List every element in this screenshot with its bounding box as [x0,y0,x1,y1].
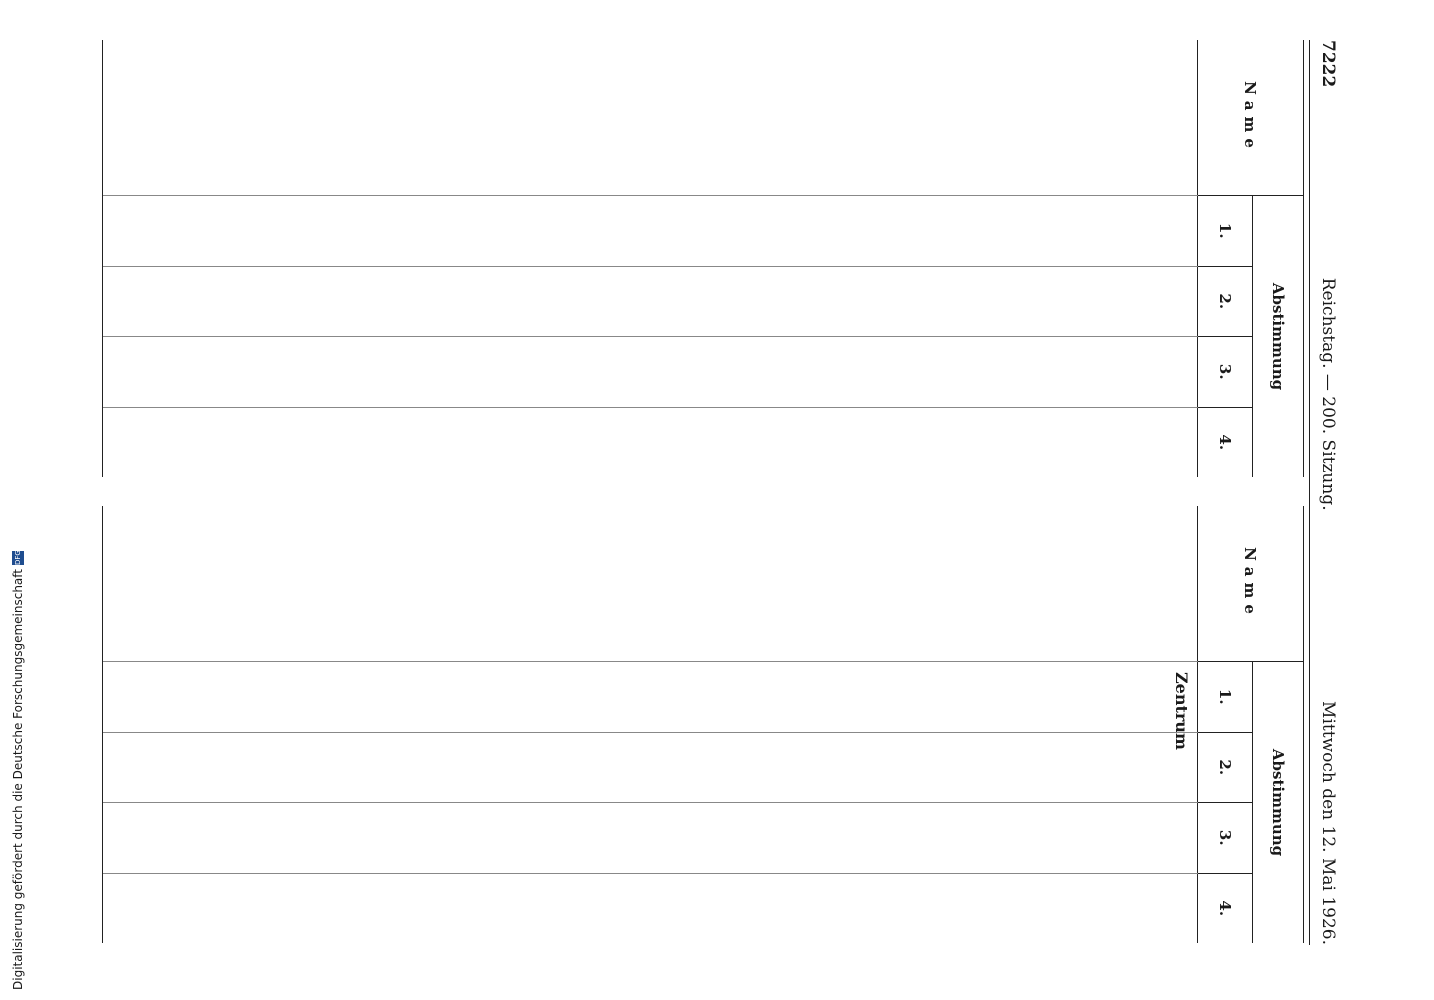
vote-column-3: 3. [1198,803,1252,874]
dfg-logo: DFG [14,550,22,565]
vote-table-right [102,506,1304,943]
digitization-text: Digitalisierung gefördert durch die Deutsche Forschungsgemeinschaft [11,568,25,990]
vote-column-headers [1198,196,1252,477]
vote-column-headers [1198,662,1252,943]
vote-column-2: 2. [1198,733,1252,804]
column-divider [103,802,1198,803]
name-column-header: Name [1198,506,1303,662]
running-head [1318,40,1338,945]
digitization-note [6,0,30,990]
column-divider [103,195,1198,196]
session-date: Mittwoch den 12. Mai 1926. [1318,701,1338,945]
vote-column-3: 3. [1198,337,1252,408]
column-divider [103,266,1198,267]
vote-column-1: 1. [1198,662,1252,733]
column-divider [103,732,1198,733]
column-divider [103,407,1198,408]
page-number: 7222 [1318,40,1338,88]
vote-group-header: Abstimmung [1252,662,1303,943]
vote-column-1: 1. [1198,196,1252,267]
header-rule [1309,40,1310,945]
vote-column-4: 4. [1216,900,1234,917]
column-divider [103,661,1198,662]
vote-column-2: 2. [1198,267,1252,338]
vote-table-left [102,40,1304,477]
name-column-header: Name [1198,40,1303,196]
table-header [1197,506,1303,943]
column-divider [103,873,1198,874]
session-title: Reichstag. — 200. Sitzung. [1318,277,1338,511]
vote-column-4: 4. [1216,434,1234,451]
column-divider [103,336,1198,337]
vote-group-header: Abstimmung [1252,196,1303,477]
party-label: Zentrum [1172,672,1191,750]
table-header [1197,40,1303,477]
